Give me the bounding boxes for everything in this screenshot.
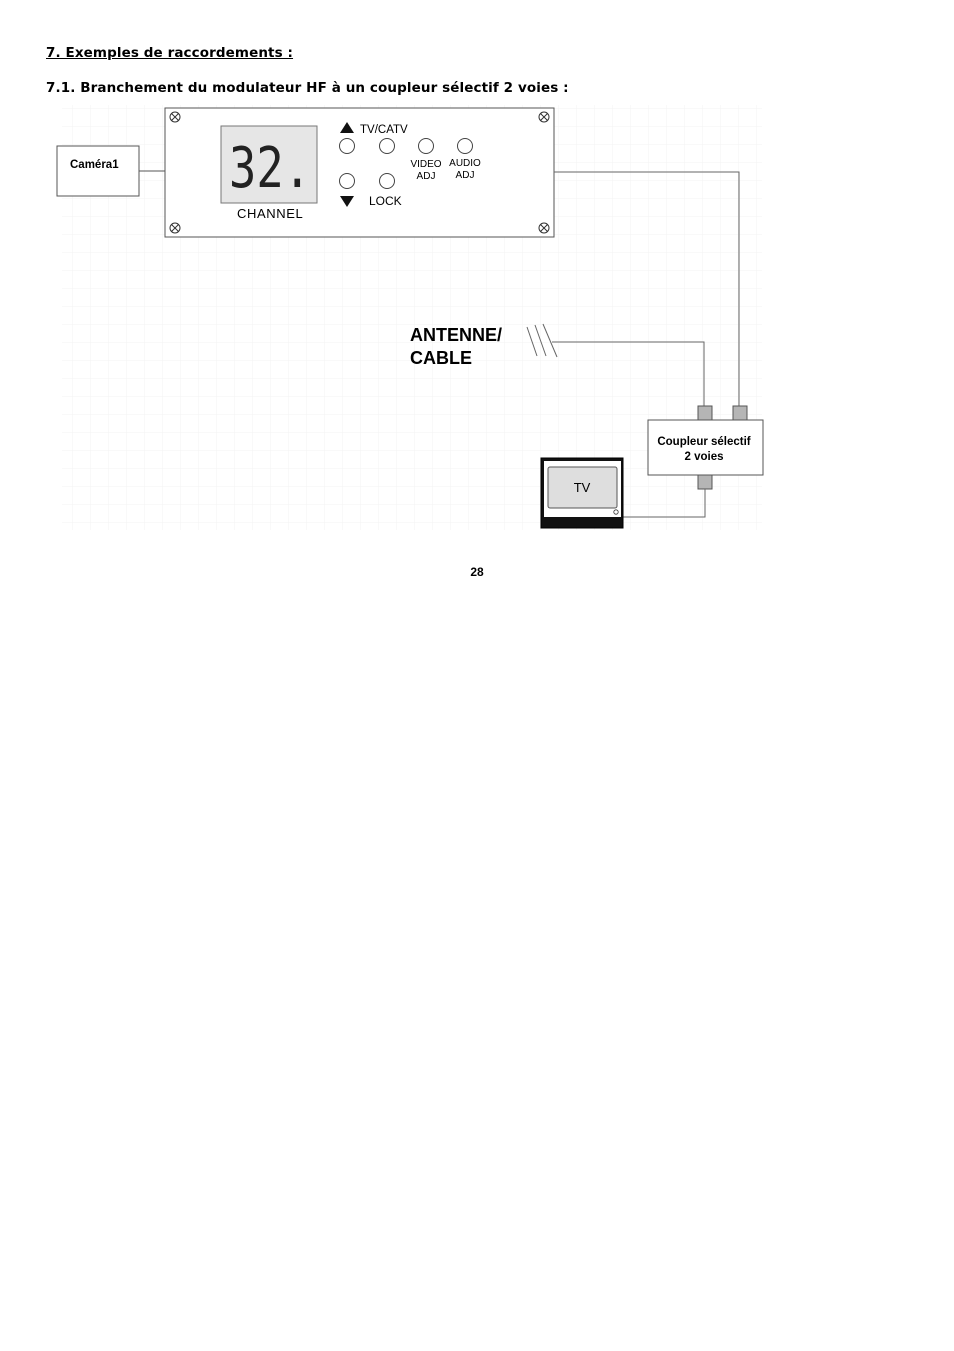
coupler-output-connector bbox=[698, 475, 712, 489]
screw-icon bbox=[539, 112, 549, 122]
page-number: 28 bbox=[470, 565, 484, 579]
audio-adj-label-line1: AUDIO bbox=[449, 158, 481, 169]
antenna-label-line1: ANTENNE/ bbox=[410, 325, 503, 345]
lock-label: LOCK bbox=[369, 194, 402, 208]
channel-down-button[interactable] bbox=[340, 174, 355, 189]
video-adj-button[interactable] bbox=[419, 139, 434, 154]
modulator-panel bbox=[165, 108, 554, 237]
video-adj-label-line2: ADJ bbox=[416, 171, 436, 182]
coupler-box bbox=[648, 420, 763, 475]
tv-catv-label: TV/CATV bbox=[360, 124, 408, 136]
camera-label: Caméra1 bbox=[70, 159, 119, 171]
screw-icon bbox=[539, 223, 549, 233]
tv-set bbox=[541, 458, 623, 528]
tv-power-icon bbox=[614, 510, 618, 514]
coupler-input-connector bbox=[698, 406, 712, 420]
coupler-label-line1: Coupleur sélectif bbox=[657, 436, 751, 448]
screw-icon bbox=[170, 223, 180, 233]
channel-label: CHANNEL bbox=[237, 206, 304, 221]
audio-adj-label-line2: ADJ bbox=[455, 170, 475, 181]
coupler-input-connector bbox=[733, 406, 747, 420]
screw-icon bbox=[170, 112, 180, 122]
camera-box bbox=[57, 146, 139, 196]
channel-display-digits: 32. bbox=[229, 136, 311, 201]
tv-catv-button[interactable] bbox=[380, 139, 395, 154]
tv-label: TV bbox=[573, 480, 591, 495]
section-title: 7. Exemples de raccordements : bbox=[46, 45, 294, 61]
coupler-label-line2: 2 voies bbox=[684, 451, 724, 463]
channel-up-button[interactable] bbox=[340, 139, 355, 154]
subsection-title: 7.1. Branchement du modulateur HF à un coupleur sélectif 2 voies : bbox=[46, 80, 569, 96]
antenna-label-line2: CABLE bbox=[410, 348, 472, 368]
video-adj-label-line1: VIDEO bbox=[410, 159, 442, 170]
audio-adj-button[interactable] bbox=[458, 139, 473, 154]
lock-button[interactable] bbox=[380, 174, 395, 189]
connection-diagram bbox=[0, 0, 954, 560]
